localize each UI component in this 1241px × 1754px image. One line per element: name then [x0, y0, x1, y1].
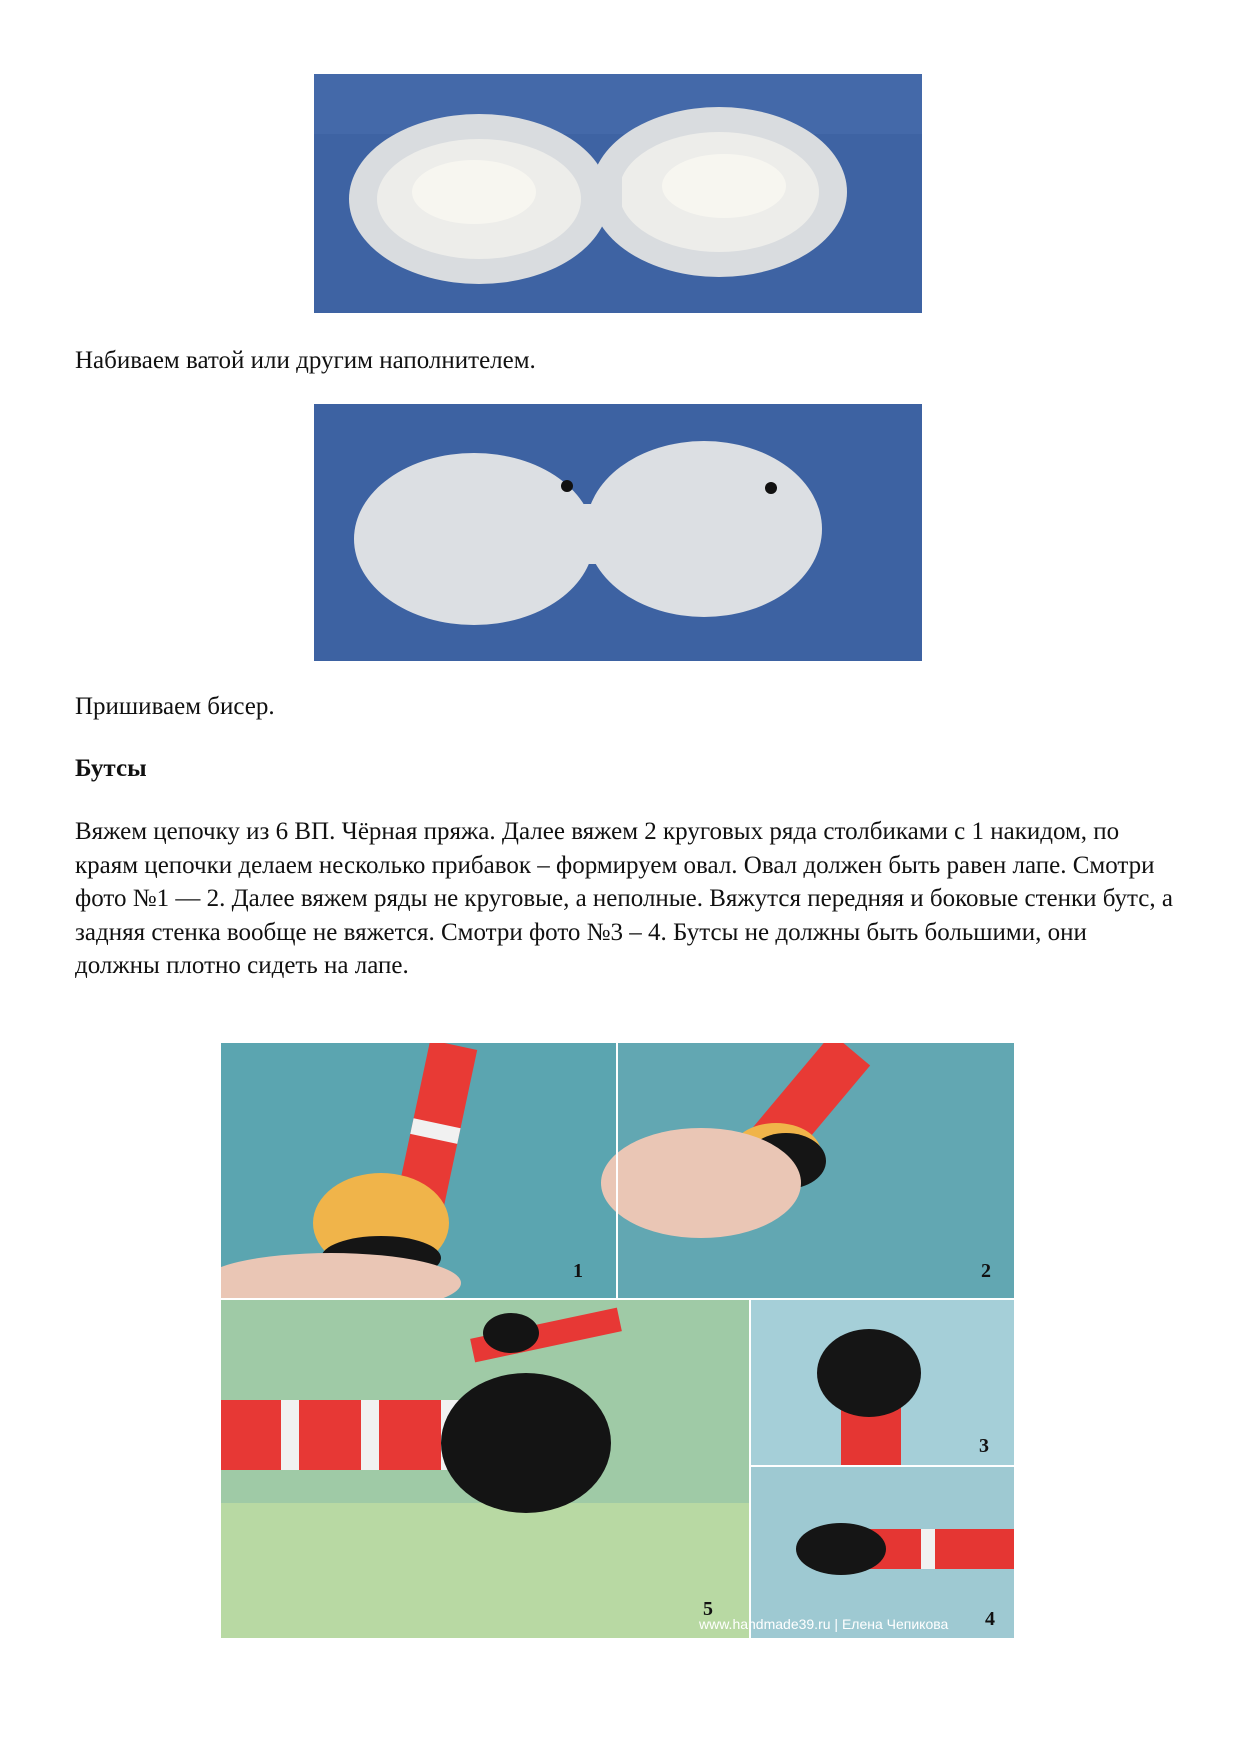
collage-label-4: 4: [985, 1608, 995, 1630]
photo-stuffed-ovals: [314, 74, 922, 313]
section-title: Бутсы: [75, 755, 147, 782]
photo-ovals-with-beads: [314, 404, 922, 661]
collage-label-3: 3: [979, 1435, 989, 1457]
section-text: Вяжем цепочку из 6 ВП. Чёрная пряжа. Далее вяжем 2 круговых ряда столбиками с 1 накидом, по краям цепочки делаем несколько прибавок – формируем овал. Овал должен быть равен лапе. Смотри фото №1 — 2. Далее вяжем ряды не круговые, а неполные. Вяжутся передняя и боковые стенки бутс, а задняя стенка вообще не вяжется. Смотри фото №3 – 4. Бутсы не должны быть большими, они должны плотно сидеть на лапе.: [75, 818, 1173, 979]
caption-stuffing: Набиваем ватой или другим наполнителем.: [75, 347, 536, 374]
collage-label-5: 5: [703, 1598, 713, 1620]
collage-watermark: www.handmade39.ru | Елена Чепикова: [699, 1616, 949, 1632]
photo-collage-boots: [221, 1043, 1014, 1638]
caption-beads: Пришиваем бисер.: [75, 693, 275, 720]
collage-label-1: 1: [573, 1260, 583, 1282]
collage-label-2: 2: [981, 1260, 991, 1282]
